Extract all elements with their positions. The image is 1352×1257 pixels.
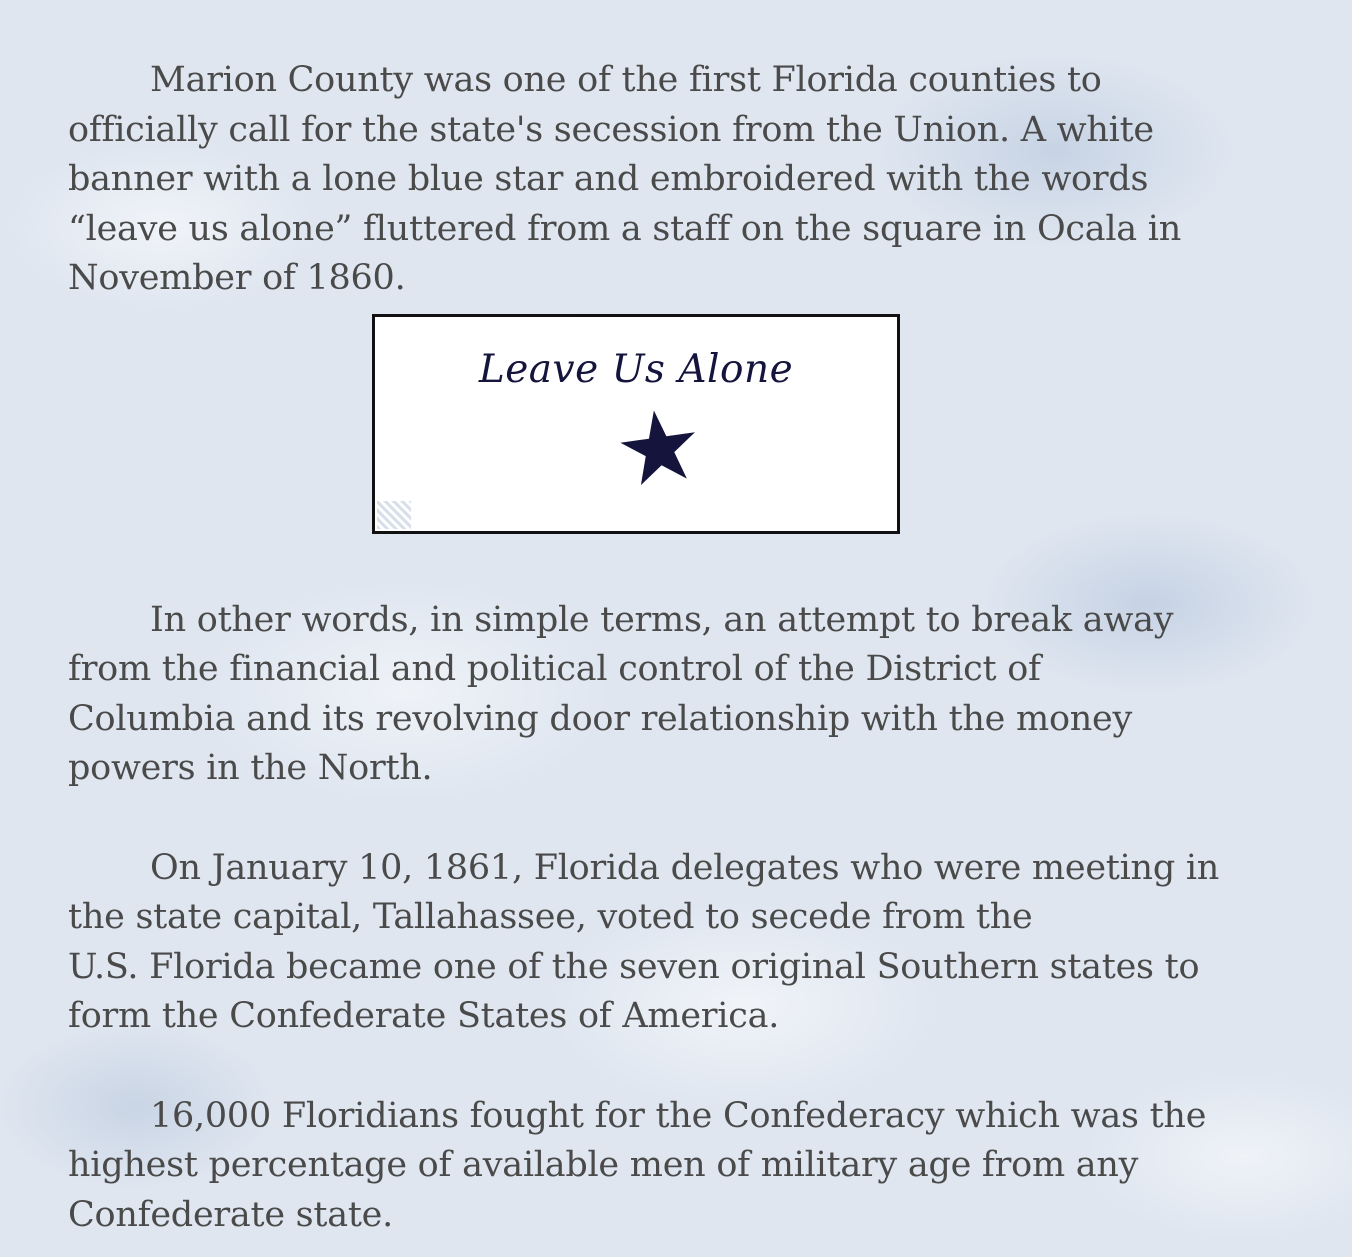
text-line: form the Confederate States of America. (68, 996, 780, 1036)
document-page (68, 56, 1290, 1240)
text-line: officially call for the state's secession from the Union. A white (68, 109, 1154, 150)
image-artifact (377, 501, 411, 529)
text-line: the state capital, Tallahassee, voted to secede from the (68, 897, 1033, 937)
star-icon (619, 407, 699, 487)
banner-title: Leave Us Alone (478, 346, 794, 392)
text-line: from the financial and political control of the District of (68, 649, 1041, 689)
text-line: highest percentage of available men of military age from any (68, 1145, 1139, 1185)
text-line: Columbia and its revolving door relationship with the money (68, 698, 1133, 739)
leave-us-alone-banner (372, 314, 900, 534)
text-line: “leave us alone” fluttered from a staff on the square in Ocala in (68, 208, 1182, 249)
paragraph-marion-county (68, 56, 1290, 304)
paragraph-in-other-words (68, 596, 1290, 794)
text-line: On January 10, 1861, Florida delegates who were meeting in (150, 847, 1220, 888)
banner-figure (68, 314, 1290, 554)
text-line: banner with a lone blue star and embroidered with the words (68, 159, 1149, 199)
paragraph-16000-floridians (68, 1092, 1290, 1241)
text-line: 16,000 Floridians fought for the Confederacy which was the (150, 1095, 1207, 1136)
paragraph-january-1861 (68, 844, 1290, 1042)
text-line: In other words, in simple terms, an attempt to break away (150, 599, 1174, 640)
text-line: U.S. Florida became one of the seven original Southern states to (68, 946, 1200, 987)
text-line: powers in the North. (68, 748, 433, 788)
text-line: Marion County was one of the first Florida counties to (150, 60, 1102, 100)
text-line: Confederate state. (68, 1194, 393, 1235)
text-line: November of 1860. (68, 258, 406, 298)
